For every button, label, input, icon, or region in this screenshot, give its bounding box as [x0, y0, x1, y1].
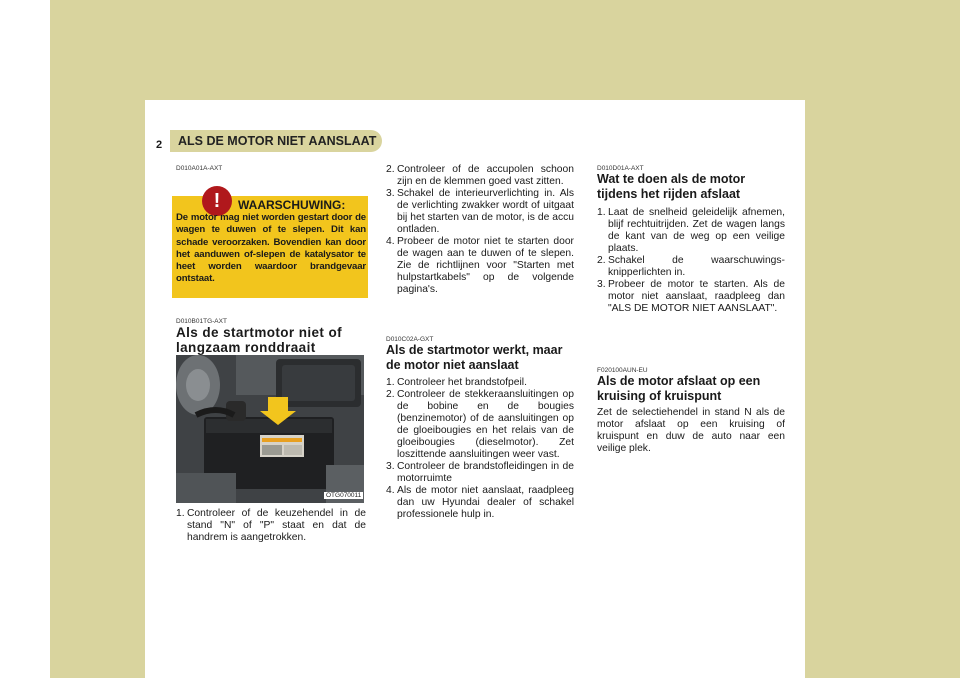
- section-title-tab: [170, 130, 382, 152]
- list-item: 3. Probeer de motor te starten. Als de motor niet aanslaat, raadpleeg dan "ALS DE MOTOR NIET AANSLAAT".: [597, 279, 785, 314]
- list-item: 3. Controleer de brandstofleidingen in de motorruimte: [386, 461, 574, 484]
- warning-text: De motor mag niet worden gestart door de wagen te duwen of te slepen. Dit kan schade veroorzaken. Bovendien kan door het aanduwen of-slepen de katalysator te heet worden waardoor brandgevaar ontstaat.: [176, 212, 366, 285]
- section-code: F020100AUN-EU: [597, 367, 648, 374]
- list-item: 1. Laat de snelheid geleidelijk afnemen, blijf rechtuitrijden. Zet de wagen langs de kant van de weg op een veilige plaats.: [597, 207, 785, 254]
- engine-bay-illustration: [176, 355, 364, 503]
- section-heading-stall-crossing: Als de motor afslaat op een kruising of kruispunt: [597, 374, 761, 403]
- section-heading-no-start: Als de startmotor werkt, maar de motor niet aanslaat: [386, 343, 563, 372]
- list-item: 4. Probeer de motor niet te starten door de wagen aan te duwen of te slepen. Zie de richtlijnen voor "Starten met hulpstartkabels" op de volgende pagina's.: [386, 236, 574, 295]
- warning-title: WAARSCHUWING:: [238, 198, 346, 212]
- section-text-stall-crossing: Zet de selectiehendel in stand N als de motor afslaat op een kruising of kruispunt en duw de auto naar een veilige plek.: [597, 407, 785, 454]
- list-item: 1. Controleer het brandstofpeil.: [386, 377, 527, 388]
- section-code: D010D01A-AXT: [597, 165, 644, 172]
- warning-code: D010A01A-AXT: [176, 165, 223, 172]
- list-item: 4. Als de motor niet aanslaat, raadpleeg dan uw Hyundai dealer of schakel professionele hulp in.: [386, 485, 574, 520]
- list-col2-continued: [386, 164, 574, 296]
- warning-exclamation-icon: !: [202, 186, 232, 216]
- chapter-number: 3: [152, 108, 164, 130]
- list-col3: [597, 207, 785, 315]
- section-heading-stall-driving: Wat te doen als de motor tijdens het rijden afslaat: [597, 172, 746, 201]
- list-item: 2. Schakel de waarschuwings-knipperlichten in.: [597, 255, 785, 278]
- section-heading-startmotor: Als de startmotor niet of langzaam ronddraait: [176, 325, 343, 355]
- list-item: 2. Controleer de stekkeraansluitingen op de bobine en de bougies (benzinemotor) of de aansluitingen op de gloeibougies en het relais van de gloeibougies (dieselmotor). Zet loszittende aansluitingen weer vast.: [386, 389, 574, 460]
- list-col1: [176, 508, 366, 544]
- section-title: ALS DE MOTOR NIET AANSLAAT: [178, 134, 377, 148]
- section-code: D010C02A-GXT: [386, 336, 434, 343]
- list-item: 3. Schakel de interieurverlichting in. Als de verlichting zwakker wordt of uitgaat bij het starten van de motor, is de accu ontladen.: [386, 188, 574, 235]
- chapter-title: IN GEVAL VAN PECH: [168, 112, 259, 122]
- section-code: D010B01TG-AXT: [176, 318, 227, 325]
- engine-battery-photo: [176, 355, 364, 503]
- image-reference: OTG070011: [326, 492, 362, 499]
- list-item: 2. Controleer of de accupolen schoon zijn en de klemmen goed vast zitten.: [386, 164, 574, 187]
- list-col2: [386, 377, 574, 521]
- list-item: 1. Controleer of de keuzehendel in de stand "N" of "P" staat en dat de handrem is aangetrokken.: [176, 508, 366, 543]
- page-number: 2: [156, 139, 163, 151]
